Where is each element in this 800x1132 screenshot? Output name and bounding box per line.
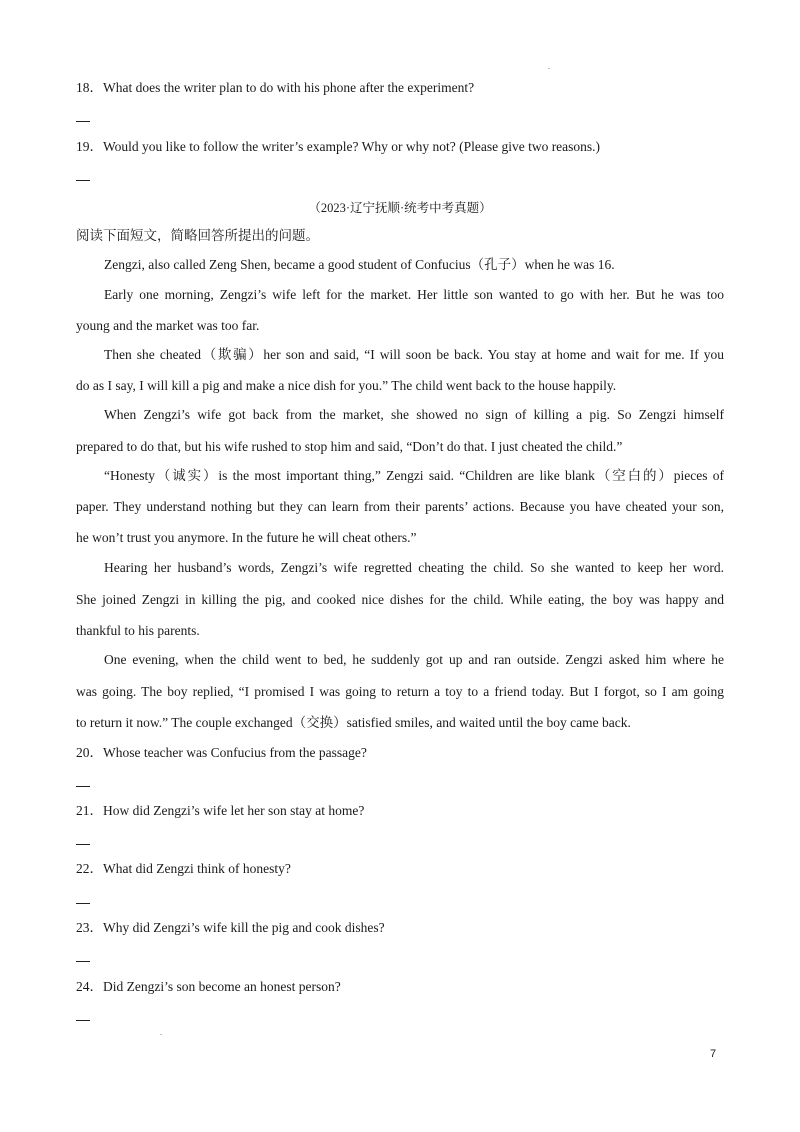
question-text: Would you like to follow the writer’s example? Why or why not? (Please give two reasons.) xyxy=(103,139,601,154)
question-18 xyxy=(76,79,724,97)
scan-speck xyxy=(160,1034,162,1035)
question-number: 22． xyxy=(76,861,103,876)
source-heading: （2023·辽宁抚顺·统考中考真题） xyxy=(308,201,492,215)
passage-line: prepared to do that, but his wife rushed to stop him and said, “Don’t do that. I just cheated the child.” xyxy=(76,439,623,454)
passage-line: One evening, when the child went to bed, he suddenly got up and ran outside. Zengzi asked him where he xyxy=(104,652,724,667)
answer-line-23 xyxy=(76,961,90,962)
question-19 xyxy=(76,138,724,156)
answer-line-22 xyxy=(76,903,90,904)
question-text: What did Zengzi think of honesty? xyxy=(103,861,291,876)
passage-line: Early one morning, Zengzi’s wife left for the market. Her little son wanted to go with her. But he was too xyxy=(104,287,724,302)
passage-line: Hearing her husband’s words, Zengzi’s wife regretted cheating the child. So she wanted to keep her word. xyxy=(104,560,724,575)
passage-line: do as I say, I will kill a pig and make a nice dish for you.” The child went back to the house happily. xyxy=(76,378,617,393)
question-number: 19． xyxy=(76,139,103,154)
answer-line-20 xyxy=(76,786,90,787)
question-21 xyxy=(76,802,724,820)
answer-line-24 xyxy=(76,1020,90,1021)
passage-line: was going. The boy replied, “I promised I was going to return a toy to a friend today. But I forgot, so I am going xyxy=(76,684,724,699)
passage-line: “Honesty（诚实）is the most important thing,” Zengzi said. “Children are like blank（空白的）pieces of xyxy=(104,468,724,483)
passage-line: She joined Zengzi in killing the pig, and cooked nice dishes for the child. While eating, the boy was happy and xyxy=(76,592,724,607)
question-text: Whose teacher was Confucius from the passage? xyxy=(103,745,367,760)
answer-line-21 xyxy=(76,844,90,845)
question-number: 21． xyxy=(76,803,103,818)
passage-line: thankful to his parents. xyxy=(76,623,200,638)
question-text: Why did Zengzi’s wife kill the pig and cook dishes? xyxy=(103,920,385,935)
passage-line: young and the market was too far. xyxy=(76,318,260,333)
question-number: 23． xyxy=(76,920,103,935)
question-23 xyxy=(76,919,724,937)
instruction: 阅读下面短文，简略回答所提出的问题。 xyxy=(76,228,319,243)
scan-speck xyxy=(548,68,550,69)
passage-line: paper. They understand nothing but they can learn from their parents’ actions. Because you have cheated your son, xyxy=(76,499,724,514)
passage-line: to return it now.” The couple exchanged（交换）satisfied smiles, and waited until the boy came back. xyxy=(76,715,631,730)
page-number: 7 xyxy=(710,1048,717,1060)
answer-line-19 xyxy=(76,180,90,181)
passage-line: he won’t trust you anymore. In the future he will cheat others.” xyxy=(76,530,417,545)
question-number: 20． xyxy=(76,745,103,760)
question-text: What does the writer plan to do with his phone after the experiment? xyxy=(103,80,475,95)
question-text: Did Zengzi’s son become an honest person? xyxy=(103,979,341,994)
question-text: How did Zengzi’s wife let her son stay at home? xyxy=(103,803,365,818)
passage-line: When Zengzi’s wife got back from the market, she showed no sign of killing a pig. So Zengzi himself xyxy=(104,407,724,422)
question-20 xyxy=(76,744,724,762)
question-24 xyxy=(76,978,724,996)
question-22 xyxy=(76,860,724,878)
question-number: 24． xyxy=(76,979,103,994)
answer-line-18 xyxy=(76,121,90,122)
passage-line: Then she cheated（欺骗）her son and said, “I will soon be back. You stay at home and wait for me. If you xyxy=(104,347,724,362)
question-number: 18． xyxy=(76,80,103,95)
passage-line: Zengzi, also called Zeng Shen, became a good student of Confucius（孔子）when he was 16. xyxy=(104,257,615,272)
